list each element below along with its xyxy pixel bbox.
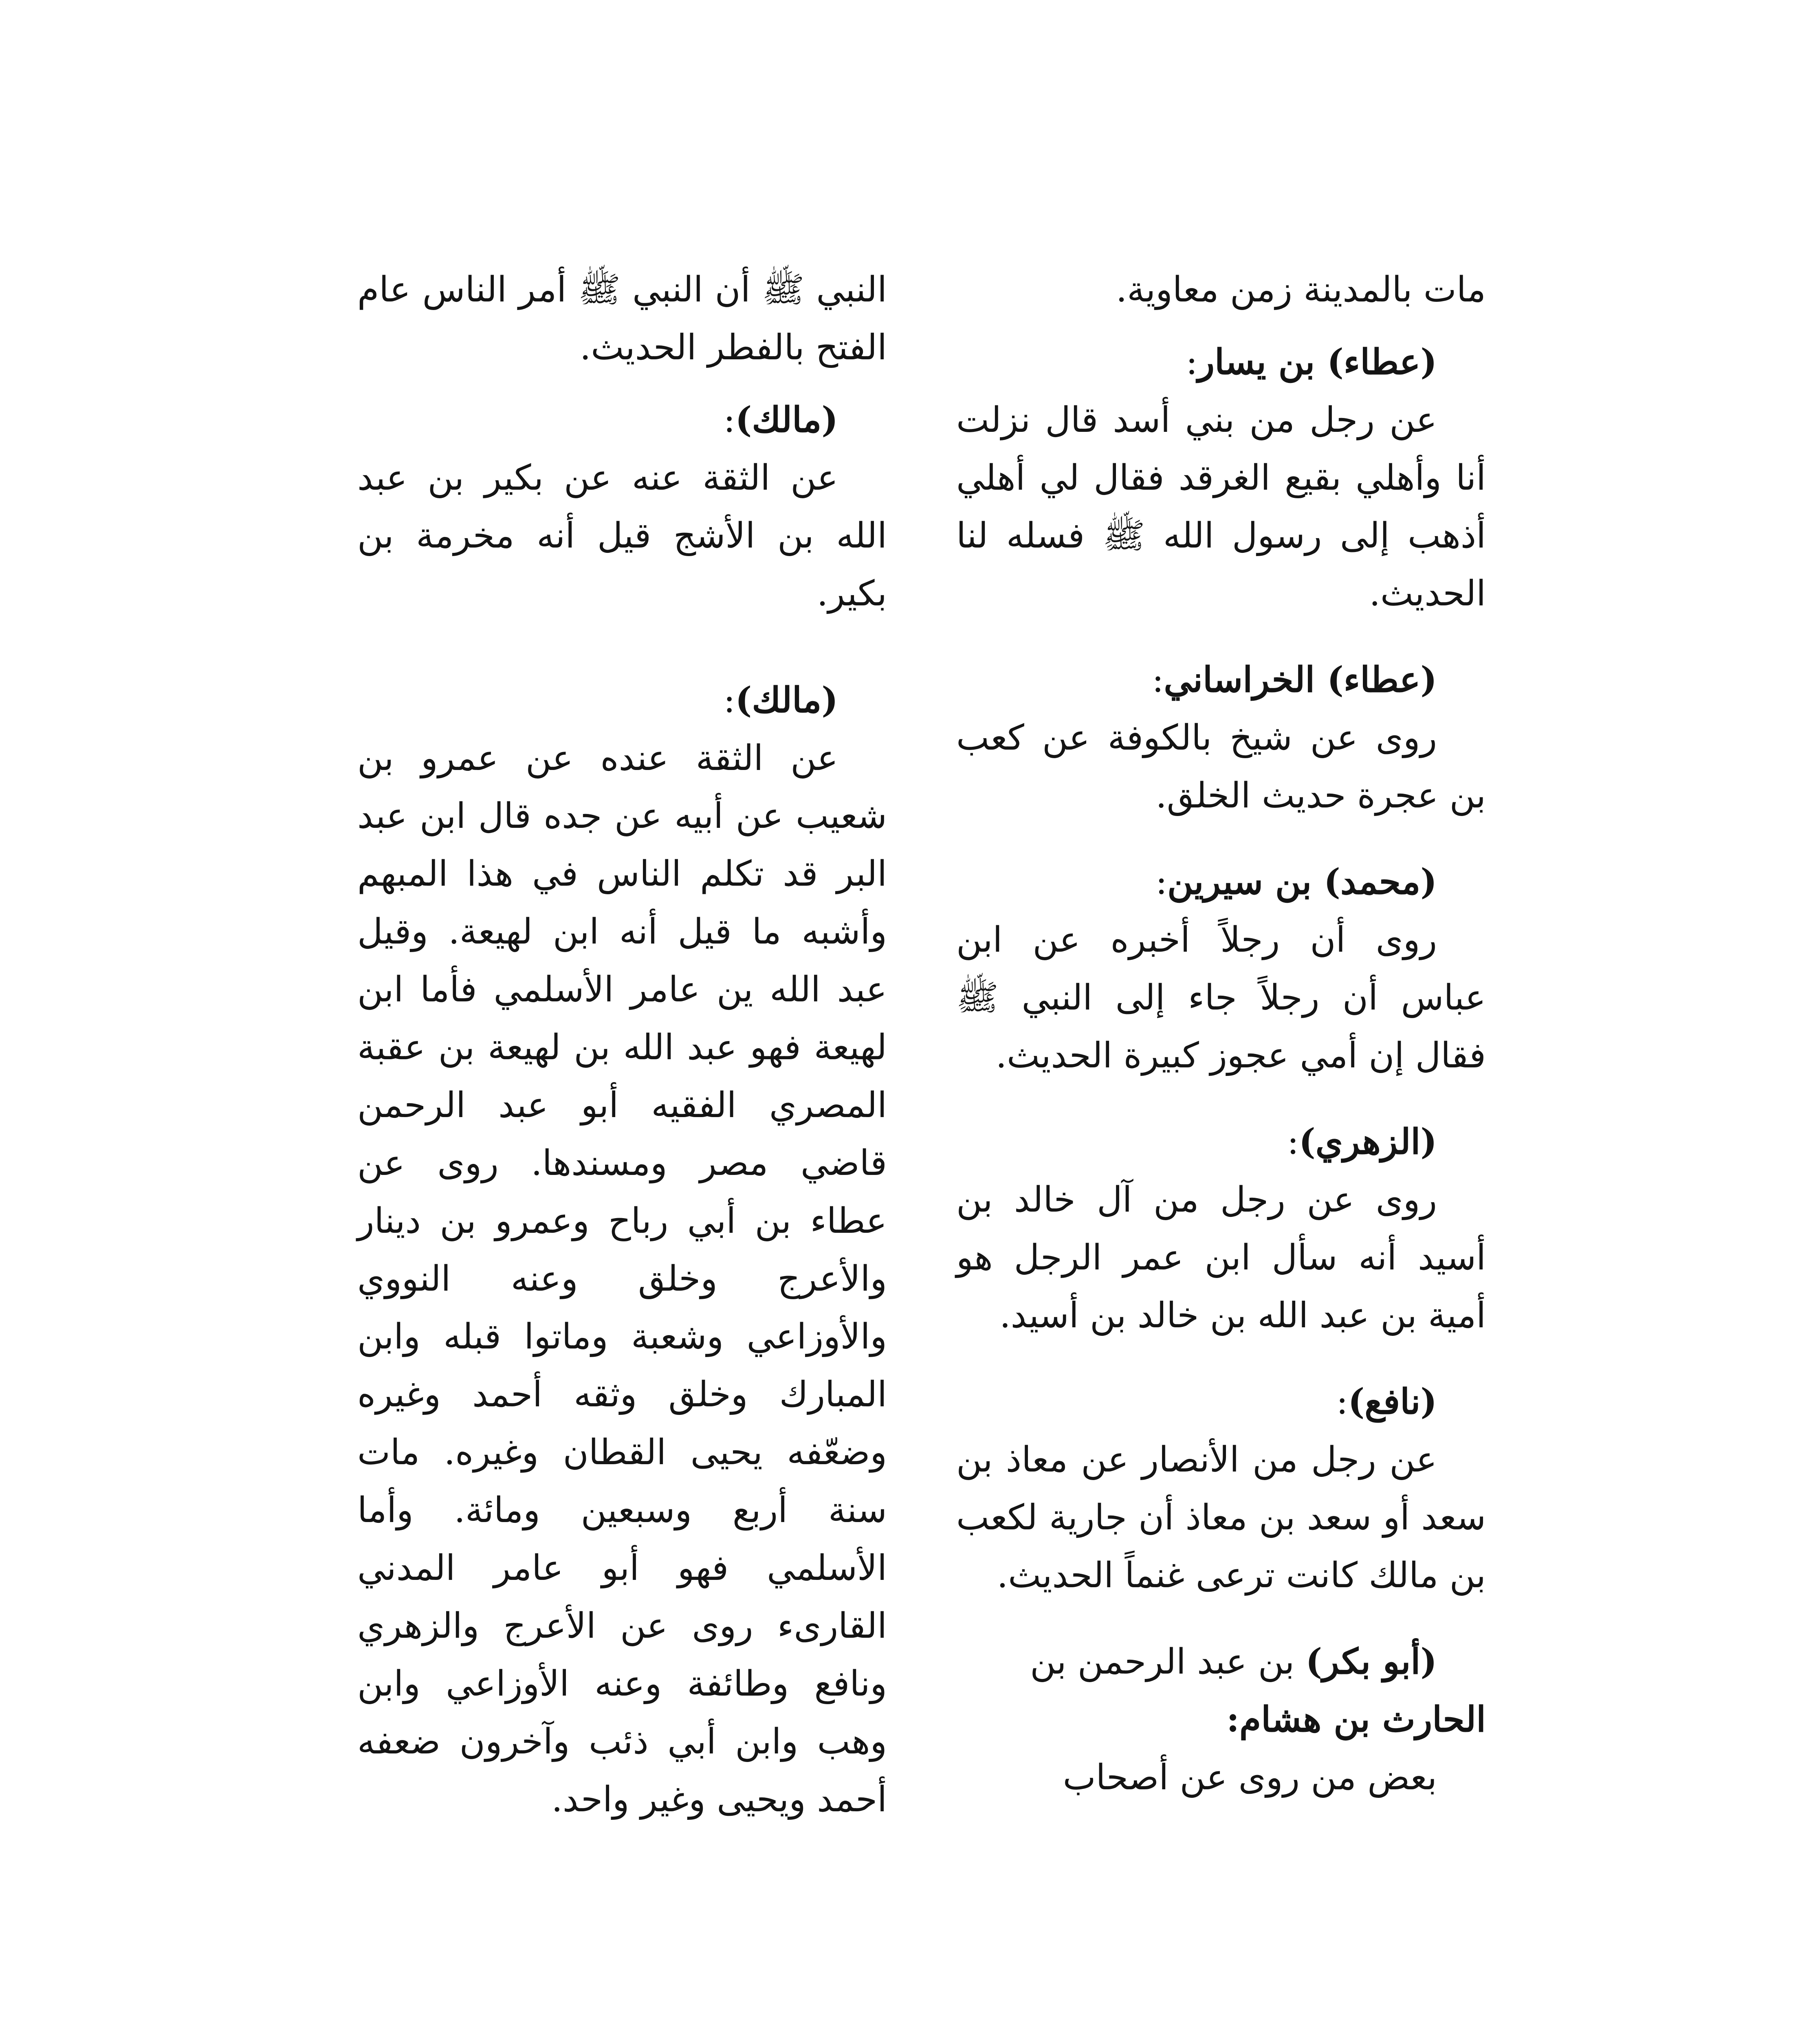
heading-abu-bakr-name: (أبو بكر) <box>1305 1641 1437 1682</box>
heading-malik-1: (مالك): <box>723 399 838 440</box>
right-intro-line: مات بالمدينة زمن معاوية. <box>1116 269 1486 310</box>
heading-abu-bakr-name2: الحارث بن هشام <box>1239 1699 1486 1740</box>
heading-ibn-sirin: (محمد) بن سيرين: <box>1155 861 1437 902</box>
entry-nafi: عن رجل من الأنصار عن معاذ بن سعد أو سعد بن معاذ أن جارية لكعب بن مالك كانت ترعى غنماً الحديث. <box>956 1439 1486 1596</box>
right-column <box>956 261 1486 1806</box>
heading-malik-2: (مالك): <box>723 680 838 721</box>
heading-nafi-name: (نافع) <box>1348 1381 1437 1422</box>
entry-malik-1: عن الثقة عنه عن بكير بن عبد الله بن الأشج قيل أنه مخرمة بن بكير. <box>357 458 887 614</box>
entry-ataa-yasar: عن رجل من بني أسد قال نزلت أنا وأهلي بقيع الغرقد فقال لي أهلي أذهب إلى رسول الله ﷺ فسله لنا الحديث. <box>956 400 1486 614</box>
entry-malik-2: عن الثقة عنده عن عمرو بن شعيب عن أبيه عن جده قال ابن عبد البر قد تكلم الناس في هذا المبهم وأشبه ما قيل أنه ابن لهيعة. وقيل عبد الله ين عامر الأسلمي فأما ابن لهيعة فهو عبد الله بن لهيعة بن عقبة المصري الفقيه أبو عبد الرحمن قاضي مصر ومسندها. روى عن عطاء بن أبي رباح وعمرو بن دينار والأعرج وخلق وعنه النووي والأوزاعي وشعبة وماتوا قبله وابن المبارك وخلق وثقه أحمد وغيره وضعّفه يحيى القطان وغيره. مات سنة أربع وسبعين ومائة. وأما الأسلمي فهو أبو عامر المدني القارىء روى عن الأعرج والزهري ونافع وطائفة وعنه الأوزاعي وابن وهب وابن أبي ذئب وآخرون ضعفه أحمد ويحيى وغير واحد. <box>357 738 887 1820</box>
left-column <box>357 261 887 1828</box>
heading-ataa-khurasani-name: (عطاء) الخراساني <box>1164 659 1437 700</box>
entry-zuhri: روى عن رجل من آل خالد بن أسيد أنه سأل ابن عمر الرجل هو أمية بن عبد الله بن خالد بن أسيد. <box>956 1179 1486 1336</box>
heading-malik-2-name: (مالك) <box>735 680 838 721</box>
heading-zuhri-name: (الزهري) <box>1298 1121 1437 1162</box>
entry-ataa-khurasani: روى عن شيخ بالكوفة عن كعب بن عجرة حديث الخلق. <box>956 717 1486 816</box>
heading-ibn-sirin-name: (محمد) بن سيرين <box>1167 861 1437 902</box>
entry-ibn-sirin: روى أن رجلاً أخبره عن ابن عباس أن رجلاً جاء إلى النبي ﷺ فقال إن أمي عجوز كبيرة الحديث. <box>956 920 1486 1076</box>
heading-ataa-yasar-name: (عطاء) بن يسار <box>1197 341 1437 383</box>
left-intro-text: النبي ﷺ أن النبي ﷺ أمر الناس عام الفتح بالفطر الحديث. <box>357 269 887 368</box>
heading-abu-bakr-rest: بن عبد الرحمن بن <box>1030 1641 1295 1682</box>
heading-abu-bakr-line2: الحارث بن هشام: <box>1226 1699 1486 1740</box>
entry-abu-bakr: بعض من روى عن أصحاب <box>1063 1757 1437 1798</box>
heading-ataa-yasar: (عطاء) بن يسار: <box>1186 341 1437 383</box>
heading-malik-1-name: (مالك) <box>735 399 838 440</box>
heading-nafi: (نافع): <box>1336 1381 1437 1422</box>
heading-abu-bakr <box>956 1633 1486 1691</box>
heading-ataa-khurasani: (عطاء) الخراساني: <box>1152 659 1437 700</box>
heading-zuhri: (الزهري): <box>1287 1121 1437 1162</box>
